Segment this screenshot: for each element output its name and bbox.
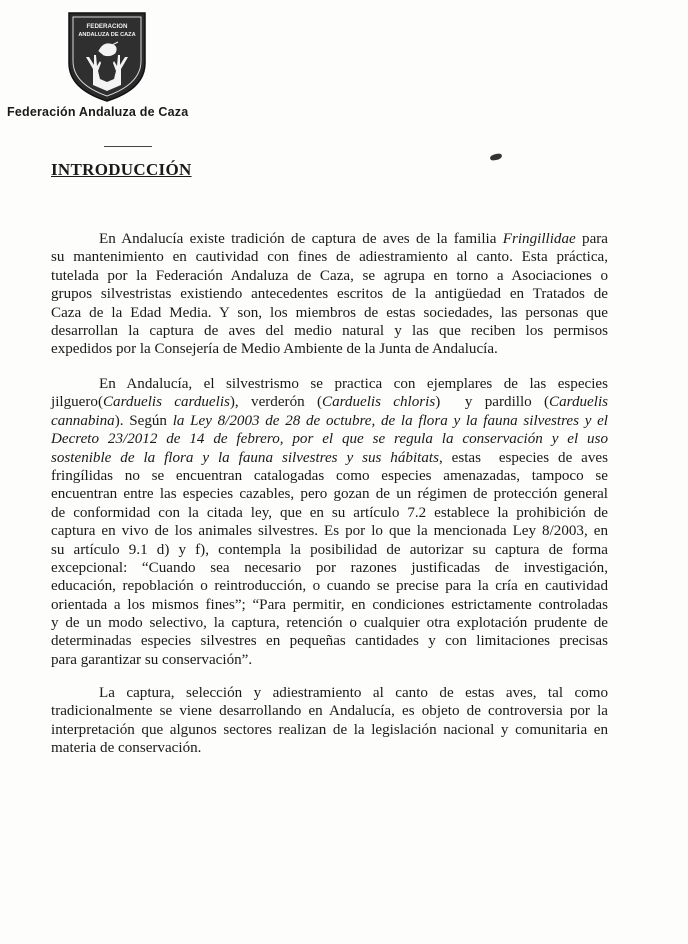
text-line: determinadas especies silvestres en pequeñas cantidades y con limitaciones precisas [51, 633, 608, 650]
text-line: excepcional: “Cuando sea necesario por razones justificadas de investigación, [51, 559, 608, 576]
text-line: su artículo 9.1 d) y f), contempla la posibilidad de autorizar su captura de forma [51, 541, 608, 558]
text-line: tradicionalmente se viene desarrollando en Andalucía, es objeto de controversia por la [51, 703, 608, 720]
federation-logo [66, 11, 148, 103]
divider [104, 146, 152, 147]
text-line: La captura, selección y adiestramiento al canto de estas aves, tal como [99, 685, 608, 701]
paragraph-1 [51, 230, 608, 359]
text-line: Decreto 23/2012 de 14 de febrero, por el que se regula la conservación y el uso [51, 431, 608, 448]
text-line: jilguero(Carduelis carduelis), verderón (Carduelis chloris) y pardillo (Carduelis [51, 394, 609, 411]
paragraph-3 [51, 684, 608, 758]
text-line: educación, repoblación o reintroducción, o cuando se precise para la cría en cautividad [51, 578, 608, 595]
text-line: de conformidad con la citada ley, que en su artículo 7.2 establece la prohibición de [51, 504, 608, 521]
text-line: para garantizar su conservación”. [51, 651, 253, 668]
text-line: encuentran entre las especies cazables, pero gozan de un régimen de protección general [51, 486, 608, 503]
text-line: cannabina). Según la Ley 8/2003 de 28 de octubre, de la flora y la fauna silvestres y el [51, 412, 608, 429]
organization-name: Federación Andaluza de Caza [7, 105, 189, 119]
text-line: tutelada por la Federación Andaluza de Caza, se agrupa en torno a Asociaciones o [51, 267, 608, 284]
text-line: En Andalucía, el silvestrismo se practica con ejemplares de las especies [99, 376, 608, 392]
text-line: materia de conservación. [51, 740, 202, 757]
text-line: expedidos por la Consejería de Medio Ambiente de la Junta de Andalucía. [51, 341, 498, 358]
text-line: su mantenimiento en cautividad con fines de adiestramiento al canto. Esta práctica, [51, 249, 608, 266]
paragraph-2 [51, 375, 608, 669]
scan-mark [490, 153, 503, 161]
text-line: y de un modo selectivo, la captura, retención o cualquier otra explotación prudente de [51, 615, 608, 632]
text-line: fringílidas no se encuentran catalogadas como especies amenazadas, tampoco se [51, 467, 608, 484]
text-line: orientada a los mismos fines”; “Para permitir, en condiciones estrictamente controladas [51, 596, 608, 613]
text-line: Caza de la Edad Media. Y son, los miembros de estas sociedades, las personas que [51, 304, 608, 321]
document-title: INTRODUCCIÓN [51, 160, 192, 179]
text-line: sostenible de la flora y la fauna silvestres y sus hábitats, estas especies de aves [51, 449, 608, 466]
text-line: interpretación que algunos sectores realizan de la legislación nacional y comunitaria en [51, 721, 608, 738]
logo-text-line2: ANDALUZA DE CAZA [78, 32, 136, 38]
text-line: captura en vivo de los animales silvestres. Es por lo que la mencionada Ley 8/2003, en [51, 523, 608, 540]
text-line: desarrollan la captura de aves del medio natural y las que reciben los permisos [51, 322, 608, 339]
text-line: grupos silvestristas existiendo antecedentes escritos de la antigüedad en Tratados de [51, 286, 608, 303]
logo-text-line1: FEDERACION [86, 23, 128, 30]
text-line: En Andalucía existe tradición de captura de aves de la familia Fringillidae para [99, 231, 608, 247]
